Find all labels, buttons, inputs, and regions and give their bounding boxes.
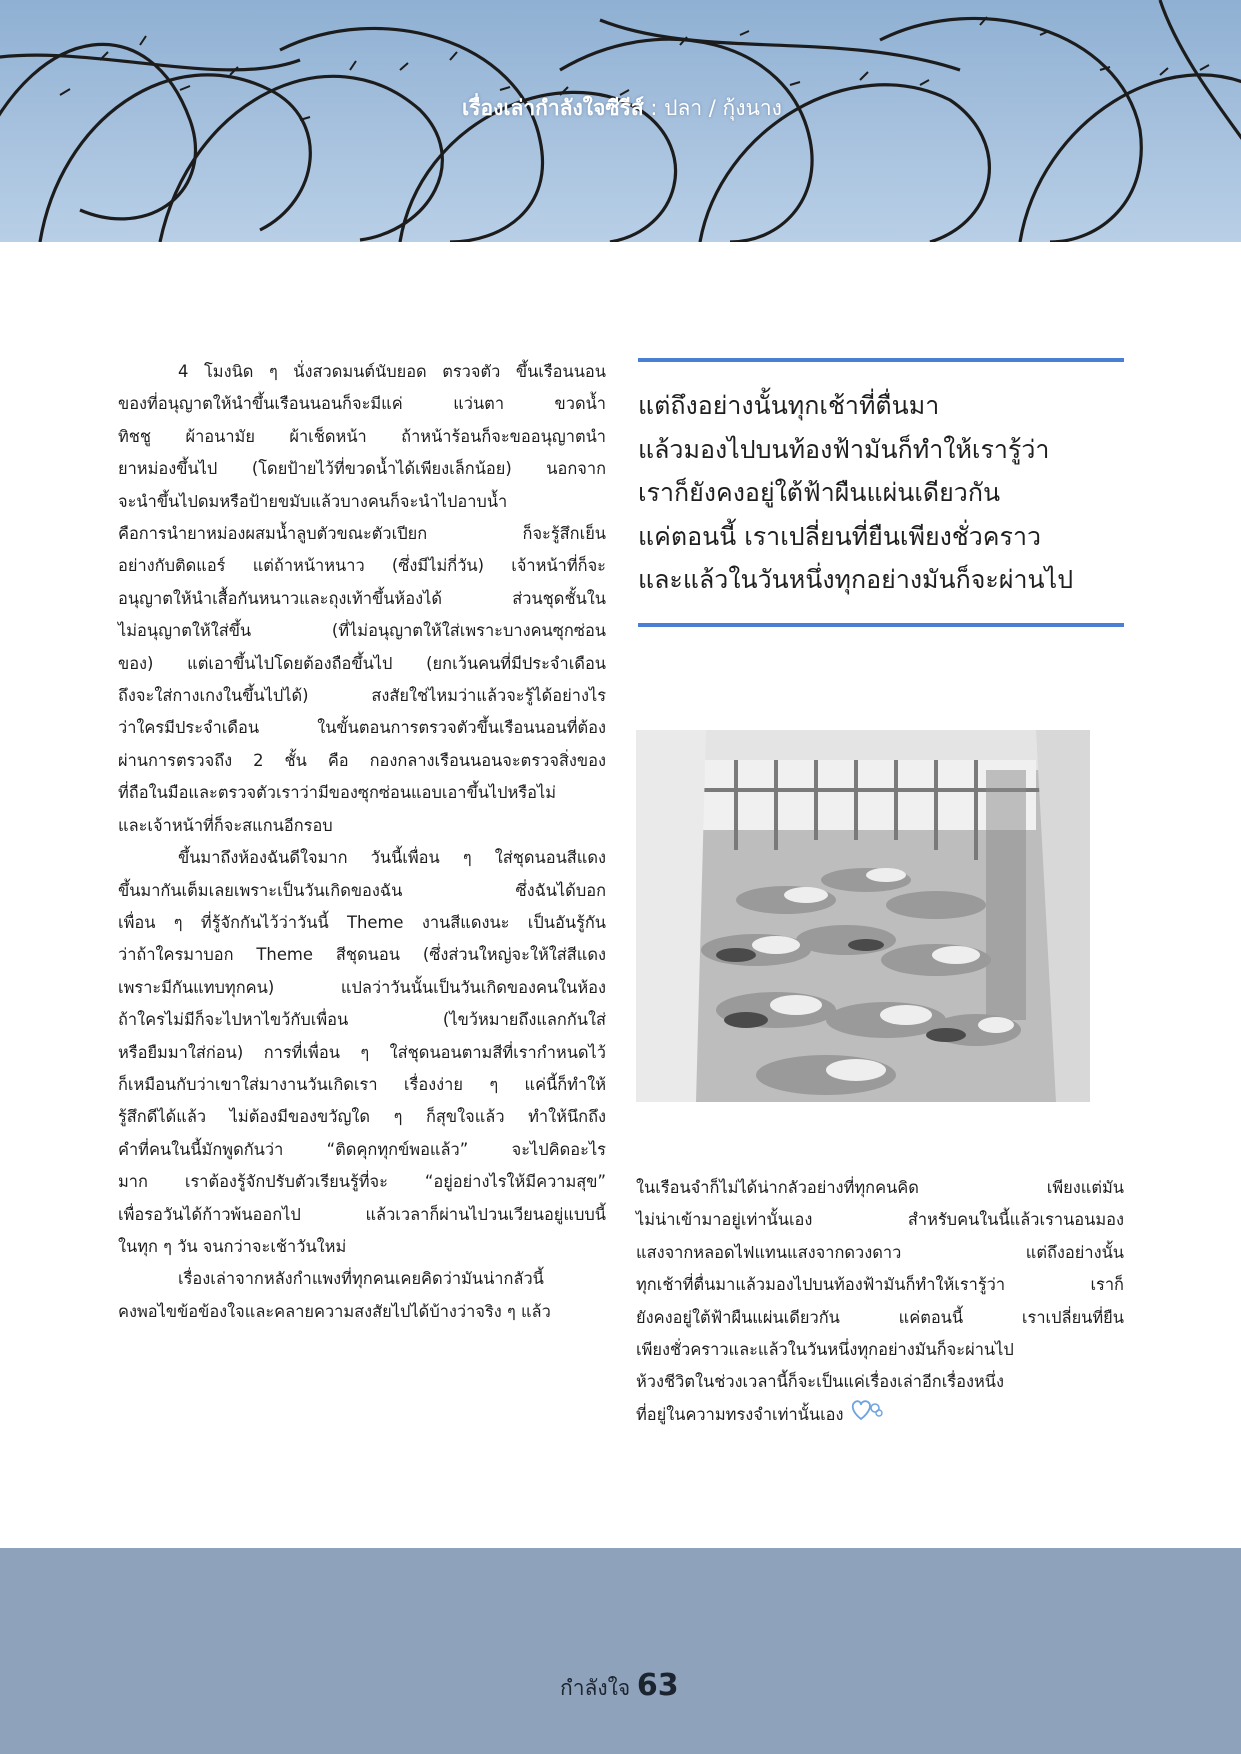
body-line: ว่าใครมีประจำเดือน ในขั้นตอนการตรวจตัวขึ้นเรือนนอนที่ต้อง (118, 718, 606, 738)
body-line: ถึงจะใส่กางเกงในขึ้นไปได้) สงสัยใช่ไหมว่าแล้วจะรู้ได้อย่างไร (118, 686, 606, 706)
body-line: ถ้าใครไม่มีก็จะไปหาไขว้กับเพื่อน (ไขว้หมายถึงแลกกันใส่ (118, 1010, 606, 1030)
body-line: ก็เหมือนกับว่าเขาใส่มางานวันเกิดเรา เรื่องง่าย ๆ แค่นี้ก็ทำให้ (118, 1074, 606, 1094)
body-line: เพื่อน ๆ ที่รู้จักกันไว้ว่าวันนี้ Theme งานสีแดงนะ เป็นอันรู้กัน (118, 912, 606, 932)
pull-quote-line: และแล้วในวันหนึ่งทุกอย่างมันก็จะผ่านไป (638, 565, 1074, 594)
body-line: ทิชชู ผ้าอนามัย ผ้าเช็ดหน้า ถ้าหน้าร้อนก็จะขออนุญาตนำ (118, 426, 606, 446)
body-line (636, 1399, 1124, 1432)
body-line: ขึ้นมากันเต็มเลยเพราะเป็นวันเกิดของฉัน ซึ่งฉันได้บอก (118, 880, 606, 900)
magazine-name: กำลังใจ (560, 1676, 631, 1700)
body-line: ที่ถือในมือและตรวจตัวเราว่ามีของซุกซ่อนแอบเอาขึ้นไปหรือไม่ (118, 783, 557, 803)
body-line: ยังคงอยู่ใต้ฟ้าผืนแผ่นเดียวกัน แค่ตอนนี้ เราเปลี่ยนที่ยืน (636, 1307, 1124, 1327)
header-banner (0, 0, 1241, 242)
pull-quote-line: เราก็ยังคงอยู่ใต้ฟ้าผืนแผ่นเดียวกัน (638, 478, 1001, 507)
body-line: เพื่อรอวันได้ก้าวพ้นออกไป แล้วเวลาก็ผ่านไปวนเวียนอยู่แบบนี้ (118, 1204, 606, 1224)
right-column (636, 1172, 1124, 1432)
body-line: มาก เราต้องรู้จักปรับตัวเรียนรู้ที่จะ “อยู่อย่างไรให้มีความสุข” (118, 1172, 606, 1192)
heart-icon (850, 1399, 884, 1432)
body-line: ว่าถ้าใครมาบอก Theme สีชุดนอน (ซึ่งส่วนใหญ่จะให้ใส่สีแดง (118, 945, 606, 965)
pull-quote-line: แต่ถึงอย่างนั้นทุกเช้าที่ตื่นมา (638, 391, 940, 420)
dormitory-photo (636, 730, 1090, 1102)
page-footer-label (560, 1668, 679, 1705)
pull-quote (638, 384, 1128, 602)
body-line: ทุกเช้าที่ตื่นมาแล้วมองไปบนท้องฟ้ามันก็ทำให้เรารู้ว่า เราก็ (636, 1275, 1124, 1295)
body-line: เรื่องเล่าจากหลังกำแพงที่ทุกคนเคยคิดว่ามันน่ากลัวนี้ (178, 1269, 544, 1289)
author-name: ปลา / กุ้งนาง (664, 96, 782, 120)
body-line: ห้วงชีวิตในช่วงเวลานี้ก็จะเป็นแค่เรื่องเล่าอีกเรื่องหนึ่ง (636, 1372, 1004, 1392)
body-line: ไม่อนุญาตให้ใส่ขึ้น (ที่ไม่อนุญาตให้ใส่เพราะบางคนซุกซ่อน (118, 621, 606, 641)
pull-quote-line: แล้วมองไปบนท้องฟ้ามันก็ทำให้เรารู้ว่า (638, 434, 1050, 464)
body-line: ขึ้นมาถึงห้องฉันดีใจมาก วันนี้เพื่อน ๆ ใส่ชุดนอนสีแดง (178, 848, 606, 868)
pull-quote-top-rule (638, 358, 1124, 362)
body-line-text: ที่อยู่ในความทรงจำเท่านั้นเอง (636, 1405, 844, 1425)
page-number: 63 (636, 1668, 679, 1703)
body-line: ของที่อนุญาตให้นำขึ้นเรือนนอนก็จะมีแค่ แว่นตา ขวดน้ำ (118, 394, 606, 414)
body-line: คือการนำยาหม่องผสมน้ำลูบตัวขณะตัวเปียก ก็จะรู้สึกเย็น (118, 524, 606, 544)
series-title (462, 92, 782, 125)
body-line: คงพอไขข้อข้องใจและคลายความสงสัยไปได้บ้างว่าจริง ๆ แล้ว (118, 1301, 551, 1321)
body-line: ในเรือนจำก็ไม่ได้น่ากลัวอย่างที่ทุกคนคิด เพียงแต่มัน (636, 1178, 1124, 1197)
body-line: ยาหม่องขึ้นไป (โดยป้ายไว้ที่ขวดน้ำได้เพียงเล็กน้อย) นอกจาก (118, 459, 606, 479)
series-label: เรื่องเล่ากำลังใจซีรีส์ (462, 96, 644, 120)
body-line: แสงจากหลอดไฟแทนแสงจากดวงดาว แต่ถึงอย่างนั้น (636, 1242, 1124, 1262)
author-separator: : (643, 96, 665, 120)
body-line: ไม่น่าเข้ามาอยู่เท่านั้นเอง สำหรับคนในนี้แล้วเรานอนมอง (636, 1210, 1124, 1230)
body-line: คำที่คนในนี้มักพูดกันว่า “ติดคุกทุกข์พอแล้ว” จะไปคิดอะไร (118, 1139, 606, 1159)
body-line: เพราะมีกันแทบทุกคน) แปลว่าวันนั้นเป็นวันเกิดของคนในห้อง (118, 977, 606, 997)
left-column (118, 356, 606, 1328)
body-line: อนุญาตให้นำเสื้อกันหนาวและถุงเท้าขึ้นห้องได้ ส่วนชุดชั้นใน (118, 588, 606, 608)
pull-quote-line: แค่ตอนนี้ เราเปลี่ยนที่ยืนเพียงชั่วคราว (638, 521, 1042, 551)
body-line: อย่างกับติดแอร์ แต่ถ้าหน้าหนาว (ซึ่งมีไม่กี่วัน) เจ้าหน้าที่ก็จะ (118, 556, 606, 576)
body-line: ผ่านการตรวจถึง 2 ชั้น คือ กองกลางเรือนนอนจะตรวจสิ่งของ (118, 750, 606, 770)
body-line: หรือยืมมาใส่ก่อน) การที่เพื่อน ๆ ใส่ชุดนอนตามสีที่เรากำหนดไว้ (118, 1042, 606, 1062)
body-line: เพียงชั่วคราวและแล้วในวันหนึ่งทุกอย่างมันก็จะผ่านไป (636, 1340, 1014, 1360)
pull-quote-bottom-rule (638, 623, 1124, 627)
body-line: ในทุก ๆ วัน จนกว่าจะเช้าวันใหม่ (118, 1236, 347, 1256)
footer-band (0, 1548, 1241, 1754)
body-line: ของ) แต่เอาขึ้นไปโดยต้องถือขึ้นไป (ยกเว้นคนที่มีประจำเดือน (118, 653, 606, 673)
body-line: รู้สึกดีได้แล้ว ไม่ต้องมีของขวัญใด ๆ ก็สุขใจแล้ว ทำให้นึกถึง (118, 1107, 606, 1127)
body-line: จะนำขึ้นไปดมหรือป้ายขมับแล้วบางคนก็จะนำไปอาบน้ำ (118, 491, 508, 511)
body-line: 4 โมงนิด ๆ นั่งสวดมนต์นับยอด ตรวจตัว ขึ้นเรือนนอน (178, 362, 606, 381)
body-line: และเจ้าหน้าที่ก็จะสแกนอีกรอบ (118, 815, 333, 835)
